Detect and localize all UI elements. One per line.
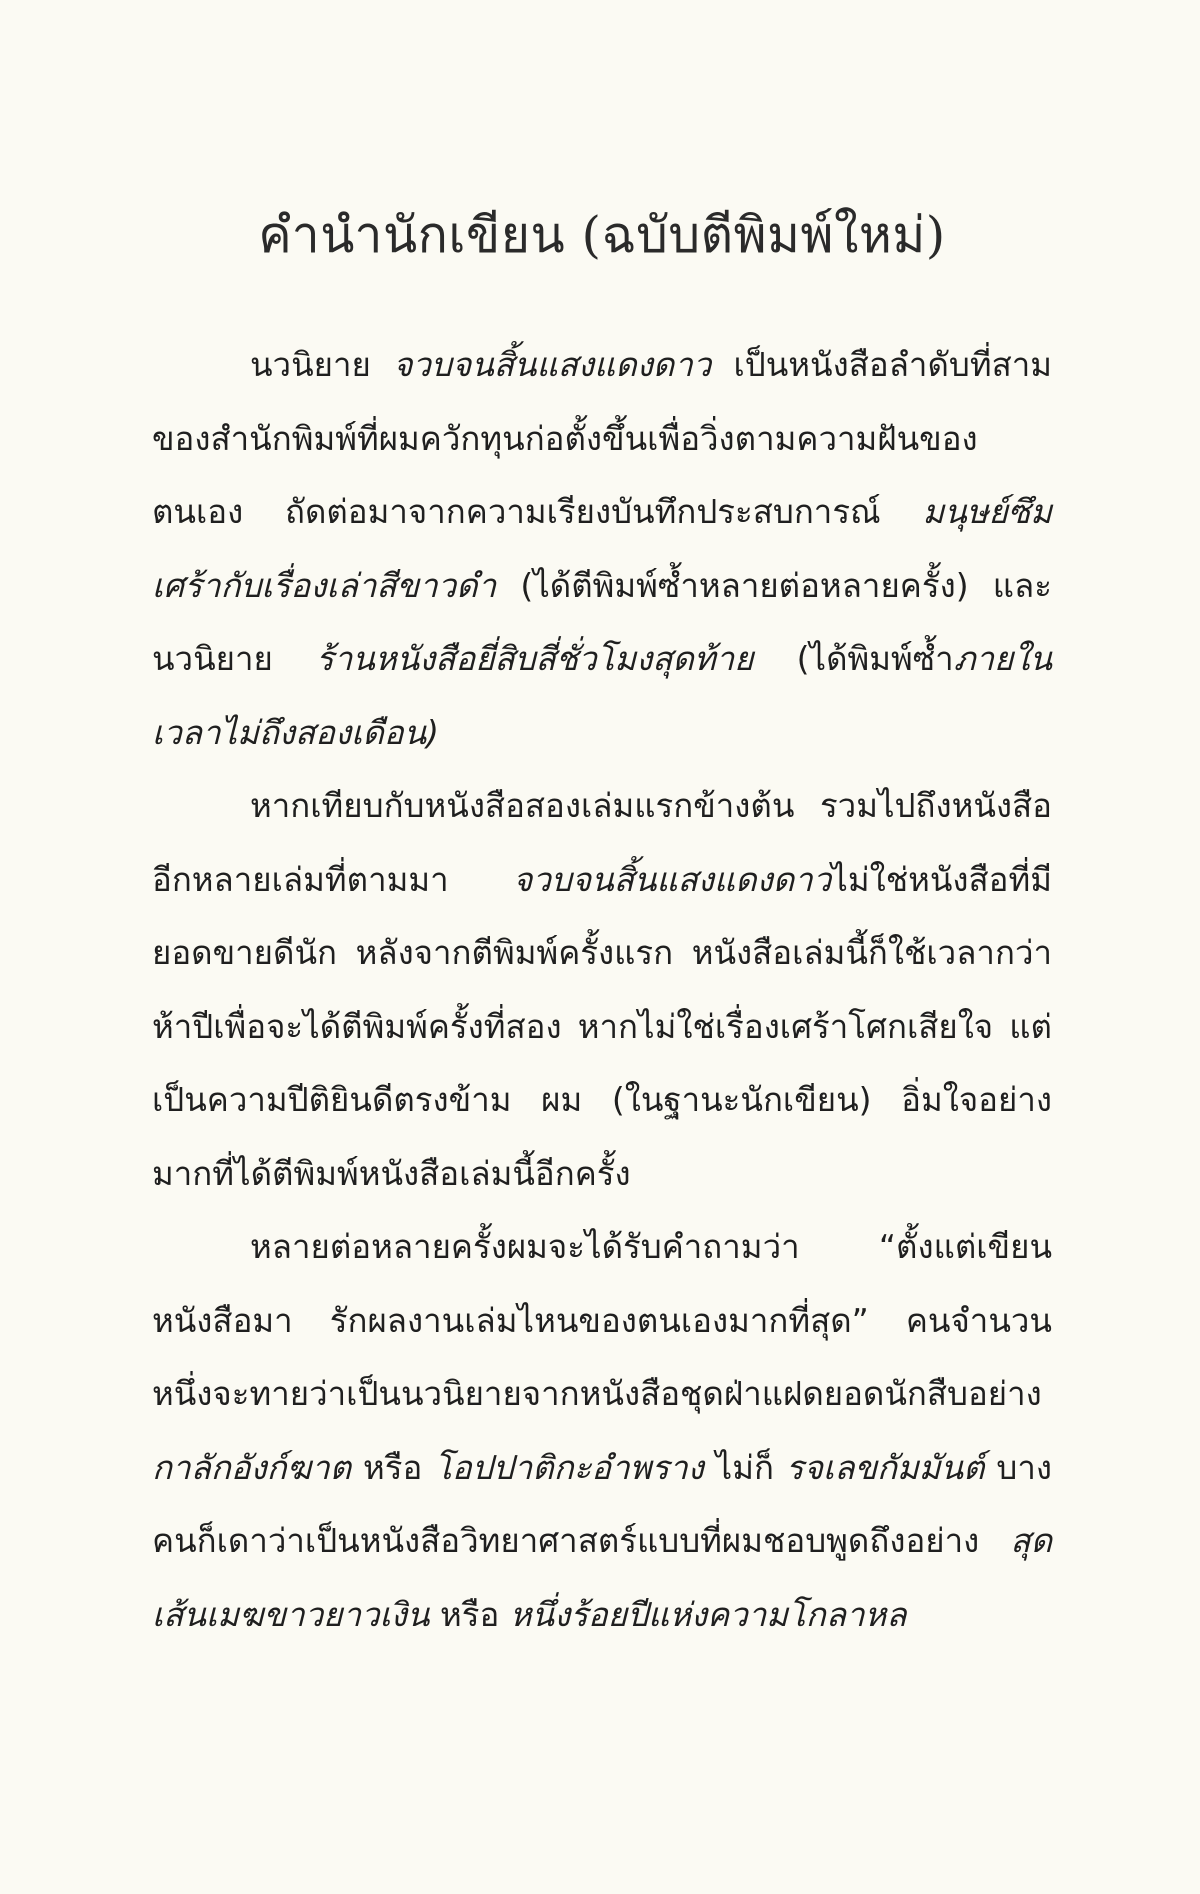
paragraph-text: (ได้พิมพ์ซ้ำ [753, 639, 954, 678]
italic-title-text: จวบจนสิ้นแสงแดงดาว [512, 859, 832, 899]
italic-title-text: สุดเส้นเมฆขาวยาวเงิน [152, 1521, 1052, 1634]
italic-title-text: โอปปาติกะอำพราง [434, 1447, 704, 1487]
paragraph-text: (ได้ตีพิมพ์ซ้ำหลายต่อหลายครั้ง) และนวนิยาย [152, 565, 1052, 678]
italic-title-text: มนุษย์ซึมเศร้ากับเรื่องเล่าสีขาวดำ [152, 492, 1052, 605]
paragraph-text: หรือ [429, 1594, 510, 1634]
italic-title-text: จวบจนสิ้นแสงแดงดาว [393, 345, 712, 384]
paragraph-text: ไม่ก็ [703, 1447, 786, 1487]
italic-title-text: ร้านหนังสือยี่สิบสี่ชั่วโมงสุดท้าย [316, 639, 754, 678]
paragraph-text: บางคนก็เดาว่าเป็นหนังสือวิทยาศาสตร์แบบที่ผมชอบพูดถึงอย่าง [152, 1447, 1052, 1560]
paragraph-text: ไม่ใช่หนังสือที่มียอดขายดีนัก หลังจากตีพิมพ์ครั้งแรก หนังสือเล่มนี้ก็ใช้เวลากว่าห้าปีเพื่อจะได้ตีพิมพ์ครั้งที่สอง หากไม่ใช่เรื่องเศร้าโศกเสียใจ แต่เป็นความปีติยินดีตรงข้าม ผม (ในฐานะนักเขียน) อิ่มใจอย่างมากที่ได้ตีพิมพ์หนังสือเล่มนี้อีกครั้ง [152, 859, 1052, 1193]
preface-body [152, 328, 1052, 1651]
paragraph-text: นวนิยาย [250, 345, 394, 384]
italic-title-text: รจเลขกัมมันต์ [785, 1447, 985, 1487]
paragraph [152, 328, 1052, 769]
italic-title-text: หนึ่งร้อยปีแห่งความโกลาหล [509, 1594, 907, 1634]
paragraph-text: หากเทียบกับหนังสือสองเล่มแรกข้างต้น รวมไปถึงหนังสืออีกหลายเล่มที่ตามมา [152, 786, 1052, 899]
paragraph-text: หลายต่อหลายครั้งผมจะได้รับคำถามว่า “ตั้งแต่เขียนหนังสือมา รักผลงานเล่มไหนของตนเองมากที่สุด” คนจำนวนหนึ่งจะทายว่าเป็นนวนิยายจากหนังสือชุดฝ่าแฝดยอดนักสืบอย่าง [152, 1227, 1052, 1413]
paragraph [152, 1210, 1052, 1651]
page-title: คำนำนักเขียน (ฉบับตีพิมพ์ใหม่) [258, 206, 946, 264]
paragraph-text: หรือ [351, 1447, 435, 1487]
paragraph [152, 769, 1052, 1210]
italic-title-text: ภายในเวลาไม่ถึงสองเดือน) [152, 639, 1053, 752]
italic-title-text: กาลักอังก์ฆาต [152, 1447, 352, 1487]
paragraph-text: เป็นหนังสือลำดับที่สามของสำนักพิมพ์ที่ผมควักทุนก่อตั้งขึ้นเพื่อวิ่งตามความฝันของตนเอง ถัดต่อมาจากความเรียงบันทึกประสบการณ์ [152, 345, 1052, 531]
